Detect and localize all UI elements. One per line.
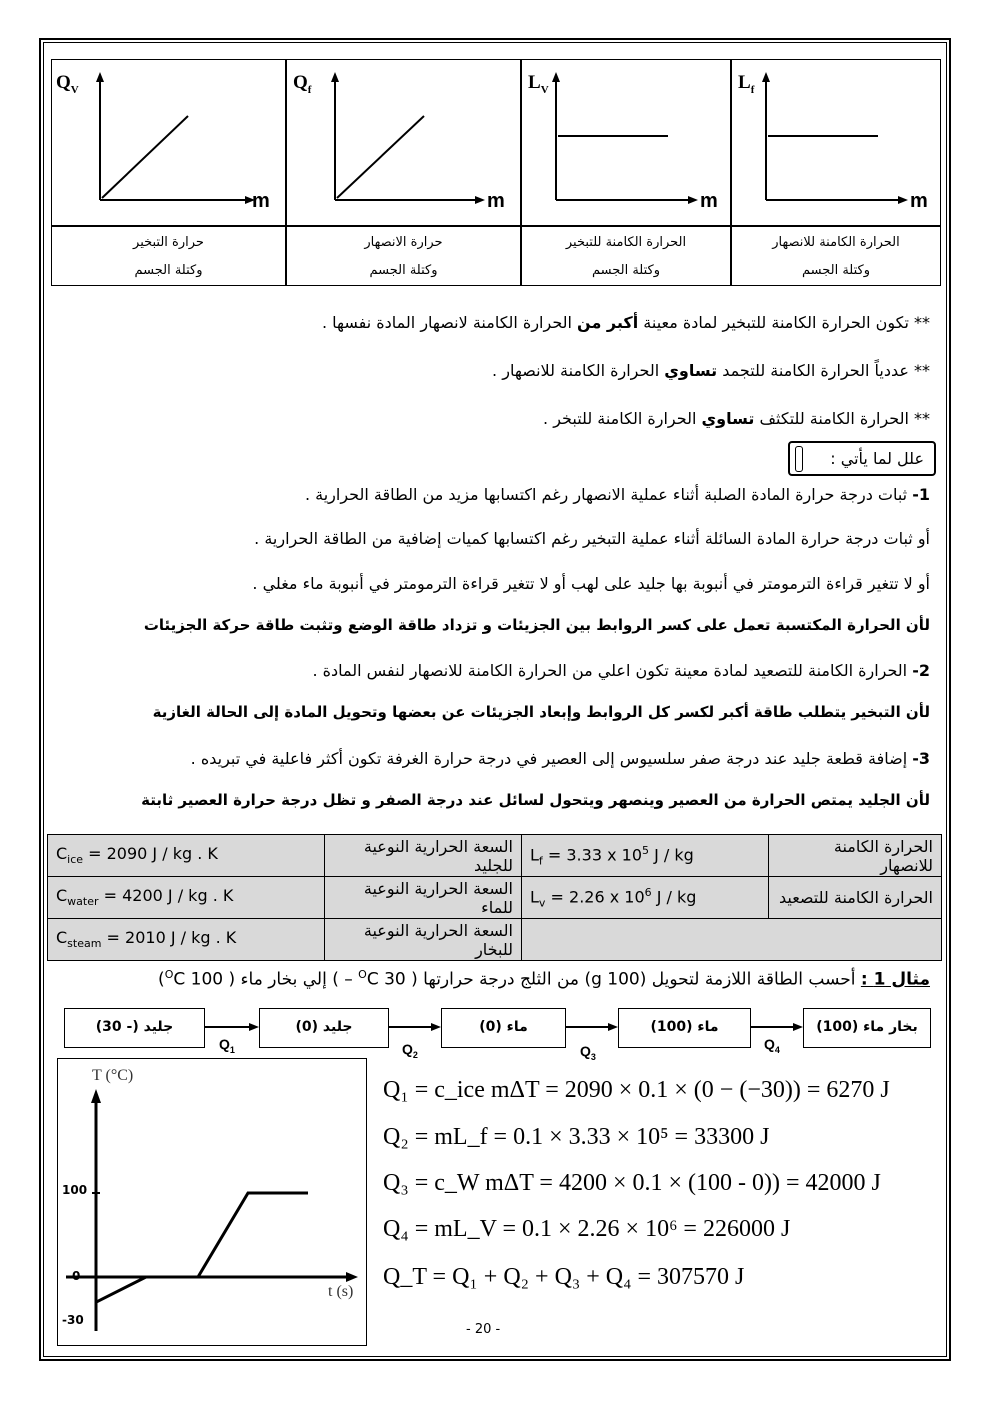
c-water-value: $C_{water} = 4200$ J / kg . K <box>48 877 325 919</box>
question-2-line: 2- الحرارة الكامنة للتصعيد لمادة معينة تكون اعلي من الحرارة الكامنة للانصهار لنفس المادة . <box>312 661 930 680</box>
flow-q-label: $Q_3$ <box>580 1043 596 1062</box>
lv-label: الحرارة الكامنة للتصعيد <box>769 877 942 919</box>
empty-cell <box>522 919 942 961</box>
flow-q-label: $Q_4$ <box>764 1036 780 1055</box>
flow-q-label: $Q_1$ <box>219 1036 235 1055</box>
lf-value: $L_f = 3.33$ x $10^5$ J / kg <box>522 835 769 877</box>
question-2-reason: لأن التبخير يتطلب طاقة أكبر لكسر كل الروابط وإبعاد الجزيئات عن بعضها وتحويل المادة إلى الحالة الغازية <box>152 703 930 721</box>
scroll-decoration <box>795 446 803 472</box>
graph-caption: الحرارة الكامنة للتبخير وكتلة الجسم <box>521 226 731 286</box>
graph-x-label: m <box>700 190 718 212</box>
c-water-label: السعة الحرارية النوعية للماء <box>325 877 522 919</box>
note-line: ** الحرارة الكامنة للتكثف تساوي الحرارة الكامنة للتبخر . <box>543 409 930 428</box>
question-3-line: 3- إضافة قطعة جليد عند درجة صفر سلسيوس إلى العصير في درجة حرارة الغرفة تكون أكثر فاعلية في تبريده . <box>190 749 930 768</box>
graph-lf-box <box>731 59 941 226</box>
temperature-chart-box <box>57 1058 367 1346</box>
chart-y-arrow <box>91 1089 101 1103</box>
c-ice-value: $C_{ice} = 2090$ J / kg . K <box>48 835 325 877</box>
chart-y-tick: 100 <box>62 1183 88 1197</box>
graph-line <box>102 116 188 198</box>
flow-step-1: جليد (- 30) <box>64 1008 205 1048</box>
flow-arrows <box>0 1000 992 1060</box>
graph-y-label: $Q_f$ <box>293 72 312 96</box>
chart-x-arrow <box>346 1272 358 1282</box>
graph-lv-box <box>521 59 731 226</box>
flow-step-2: جليد (0) <box>259 1008 389 1048</box>
chart-x-label: t (s) <box>328 1283 354 1300</box>
page-number: - 20 - <box>466 1322 501 1337</box>
graph-y-label: $Q_V$ <box>56 72 79 96</box>
graph-x-label: m <box>910 190 928 212</box>
graph-qv-box <box>51 59 286 226</box>
explain-title-box <box>788 441 936 476</box>
graph-x-label: m <box>487 190 505 212</box>
explain-title: علل لما يأتي : <box>830 449 924 468</box>
flow-step-4: ماء (100) <box>618 1008 751 1048</box>
graph-line <box>337 116 424 198</box>
graph-y-label: $L_V$ <box>528 72 549 96</box>
equation-q2: Q₂ = mL_f = 0.1 × 3.33 × 10⁵ = 33300 J <box>383 1124 770 1150</box>
lv-value: $L_v = 2.26$ x $10^6$ J / kg <box>522 877 769 919</box>
question-1-reason: لأن الحرارة المكتسبة تعمل على كسر الروابط بين الجزيئات و تزداد طاقة الوضع وتثبت طاقة حركة الجزيئات <box>143 616 930 634</box>
c-ice-label: السعة الحرارية النوعية للجليد <box>325 835 522 877</box>
flow-step-3: ماء (0) <box>441 1008 566 1048</box>
question-1-alt: أو ثبات درجة حرارة المادة السائلة أثناء عملية التبخير رغم اكتسابها كميات إضافية من الطاقة الحرارية . <box>254 529 930 548</box>
question-1-alt: أو لا تتغير قراءة الترمومتر في أنبوبة بها جليد على لهب أو لا تتغير قراءة الترمومتر في أنبوبة ماء مغلي . <box>252 574 930 593</box>
c-steam-label: السعة الحرارية النوعية للبخار <box>325 919 522 961</box>
note-line: ** عددياً الحرارة الكامنة للتجمد تساوي الحرارة الكامنة للانصهار . <box>492 361 930 380</box>
chart-y-label: T (°C) <box>92 1067 134 1084</box>
temperature-chart <box>58 1059 368 1347</box>
lf-label: الحرارة الكامنة للانصهار <box>769 835 942 877</box>
graph-y-label: $L_f$ <box>738 72 755 96</box>
example-title: مثال 1 : أحسب الطاقة اللازمة لتحويل (100 g) من الثلج درجة حرارتها ( 30 $^O$C – ) إلي بخار ماء ( 100 $^O$C) <box>158 968 930 990</box>
chart-y-tick: -30 <box>62 1313 84 1327</box>
equation-q3: Q₃ = c_W mΔT = 4200 × 0.1 × (100 - 0)) = 42000 J <box>383 1170 881 1196</box>
graph-caption: حرارة التبخير وكتلة الجسم <box>51 226 286 286</box>
question-1-line: 1- ثبات درجة حرارة المادة الصلبة أثناء عملية الانصهار رغم اكتسابها مزيد من الطاقة الحرارية . <box>304 485 930 504</box>
graph-caption: الحرارة الكامنة للانصهار وكتلة الجسم <box>731 226 941 286</box>
equation-q4: Q₄ = mL_V = 0.1 × 2.26 × 10⁶ = 226000 J <box>383 1216 791 1242</box>
graph-x-label: m <box>252 190 270 212</box>
c-steam-value: $C_{steam} = 2010$ J / kg . K <box>48 919 325 961</box>
graph-qf-box <box>286 59 521 226</box>
chart-series-line <box>96 1193 308 1302</box>
equation-q1: Q₁ = c_ice mΔT = 2090 × 0.1 × (0 − (−30)) = 6270 J <box>383 1077 890 1103</box>
flow-step-5: بخار ماء (100) <box>803 1008 931 1048</box>
equation-qt: Q_T = Q₁ + Q₂ + Q₃ + Q₄ = 307570 J <box>383 1264 745 1290</box>
flow-q-label: $Q_2$ <box>402 1041 418 1060</box>
constants-table <box>47 834 942 961</box>
question-3-reason: لأن الجليد يمتص الحرارة من العصير وينصهر ويتحول لسائل عند درجة الصفر و تظل درجة حرارة العصير ثابتة <box>141 791 930 809</box>
chart-y-tick: 0 <box>72 1269 81 1283</box>
note-line: ** تكون الحرارة الكامنة للتبخير لمادة معينة أكبر من الحرارة الكامنة لانصهار المادة نفسها . <box>321 313 930 332</box>
graph-caption: حرارة الانصهار وكتلة الجسم <box>286 226 521 286</box>
